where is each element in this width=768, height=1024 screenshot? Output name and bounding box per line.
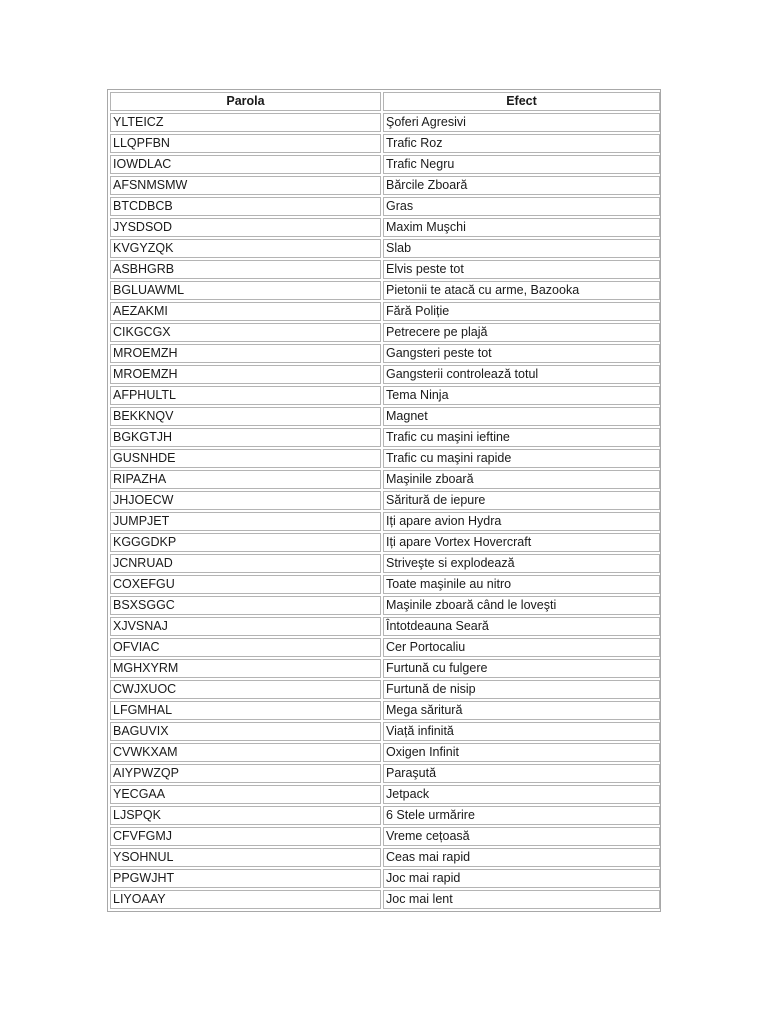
table-row [110,617,660,636]
table-row [110,239,660,258]
password-cell: COXEFGU [110,575,381,594]
effect-cell: Bărcile Zboară [383,176,660,195]
effect-cell: Trafic Roz [383,134,660,153]
password-cell: BAGUVIX [110,722,381,741]
password-cell: CWJXUOC [110,680,381,699]
password-cell: RIPAZHA [110,470,381,489]
table-row [110,512,660,531]
effect-cell: Vreme cețoasă [383,827,660,846]
password-cell: CVWKXAM [110,743,381,762]
effect-cell: Trafic cu maşini ieftine [383,428,660,447]
password-cell: BTCDBCB [110,197,381,216]
table-row [110,659,660,678]
password-cell: LLQPFBN [110,134,381,153]
table-row [110,680,660,699]
table-row [110,890,660,909]
effect-cell: Tema Ninja [383,386,660,405]
effect-cell: Şoferi Agresivi [383,113,660,132]
password-cell: JCNRUAD [110,554,381,573]
password-cell: AIYPWZQP [110,764,381,783]
effect-cell: Paraşută [383,764,660,783]
password-cell: LIYOAAY [110,890,381,909]
password-cell: MROEMZH [110,365,381,384]
table-row [110,365,660,384]
effect-cell: Furtună cu fulgere [383,659,660,678]
table-row [110,386,660,405]
password-cell: AFSNMSMW [110,176,381,195]
effect-cell: Joc mai rapid [383,869,660,888]
effect-cell: Jetpack [383,785,660,804]
table-row [110,449,660,468]
table-row [110,407,660,426]
table-row [110,575,660,594]
table-row [110,701,660,720]
password-cell: GUSNHDE [110,449,381,468]
effect-cell: Toate maşinile au nitro [383,575,660,594]
table-row [110,806,660,825]
table-row [110,596,660,615]
password-cell: CIKGCGX [110,323,381,342]
effect-cell: Petrecere pe plajă [383,323,660,342]
password-cell: ASBHGRB [110,260,381,279]
table-body [110,113,660,909]
table-row [110,155,660,174]
effect-cell: Întotdeauna Seară [383,617,660,636]
table-row [110,638,660,657]
password-cell: KVGYZQK [110,239,381,258]
password-cell: MROEMZH [110,344,381,363]
table-row [110,848,660,867]
effect-cell: Trafic Negru [383,155,660,174]
password-cell: IOWDLAC [110,155,381,174]
table-row [110,197,660,216]
effect-cell: Furtună de nisip [383,680,660,699]
password-cell: YSOHNUL [110,848,381,867]
effect-cell: Gras [383,197,660,216]
effect-cell: Slab [383,239,660,258]
password-cell: AFPHULTL [110,386,381,405]
table-row [110,302,660,321]
effect-cell: Iți apare Vortex Hovercraft [383,533,660,552]
effect-cell: Pietonii te atacă cu arme, Bazooka [383,281,660,300]
table-row [110,533,660,552]
effect-cell: Viață infinită [383,722,660,741]
password-cell: LFGMHAL [110,701,381,720]
table-row [110,869,660,888]
effect-cell: Maxim Muşchi [383,218,660,237]
table-row [110,176,660,195]
effect-cell: 6 Stele urmărire [383,806,660,825]
table-row [110,491,660,510]
password-cell: YECGAA [110,785,381,804]
header-password: Parola [110,92,381,111]
header-effect: Efect [383,92,660,111]
table-row [110,428,660,447]
password-cell: JYSDSOD [110,218,381,237]
password-cell: XJVSNAJ [110,617,381,636]
effect-cell: Elvis peste tot [383,260,660,279]
effect-cell: Gangsteri peste tot [383,344,660,363]
effect-cell: Ceas mai rapid [383,848,660,867]
table-row [110,134,660,153]
password-cell: LJSPQK [110,806,381,825]
effect-cell: Joc mai lent [383,890,660,909]
table-header-row [110,92,660,111]
effect-cell: Striveşte si explodează [383,554,660,573]
table-row [110,764,660,783]
password-cell: BGKGTJH [110,428,381,447]
table-row [110,743,660,762]
effect-cell: Cer Portocaliu [383,638,660,657]
table-row [110,260,660,279]
effect-cell: Fără Poliție [383,302,660,321]
cheat-codes-table [108,90,662,911]
table-row [110,113,660,132]
password-cell: CFVFGMJ [110,827,381,846]
effect-cell: Magnet [383,407,660,426]
table-row [110,470,660,489]
password-cell: BSXSGGC [110,596,381,615]
password-cell: JHJOECW [110,491,381,510]
password-cell: BGLUAWML [110,281,381,300]
cheat-codes-table-frame [107,89,661,912]
effect-cell: Trafic cu maşini rapide [383,449,660,468]
effect-cell: Săritură de iepure [383,491,660,510]
table-row [110,281,660,300]
password-cell: PPGWJHT [110,869,381,888]
effect-cell: Iți apare avion Hydra [383,512,660,531]
table-row [110,554,660,573]
table-row [110,344,660,363]
table-row [110,785,660,804]
password-cell: AEZAKMI [110,302,381,321]
password-cell: YLTEICZ [110,113,381,132]
table-row [110,827,660,846]
effect-cell: Mega săritură [383,701,660,720]
effect-cell: Gangsterii controlează totul [383,365,660,384]
table-row [110,218,660,237]
password-cell: KGGGDKP [110,533,381,552]
effect-cell: Maşinile zboară când le loveşti [383,596,660,615]
password-cell: BEKKNQV [110,407,381,426]
password-cell: MGHXYRM [110,659,381,678]
password-cell: OFVIAC [110,638,381,657]
effect-cell: Maşinile zboară [383,470,660,489]
effect-cell: Oxigen Infinit [383,743,660,762]
table-row [110,722,660,741]
table-row [110,323,660,342]
password-cell: JUMPJET [110,512,381,531]
